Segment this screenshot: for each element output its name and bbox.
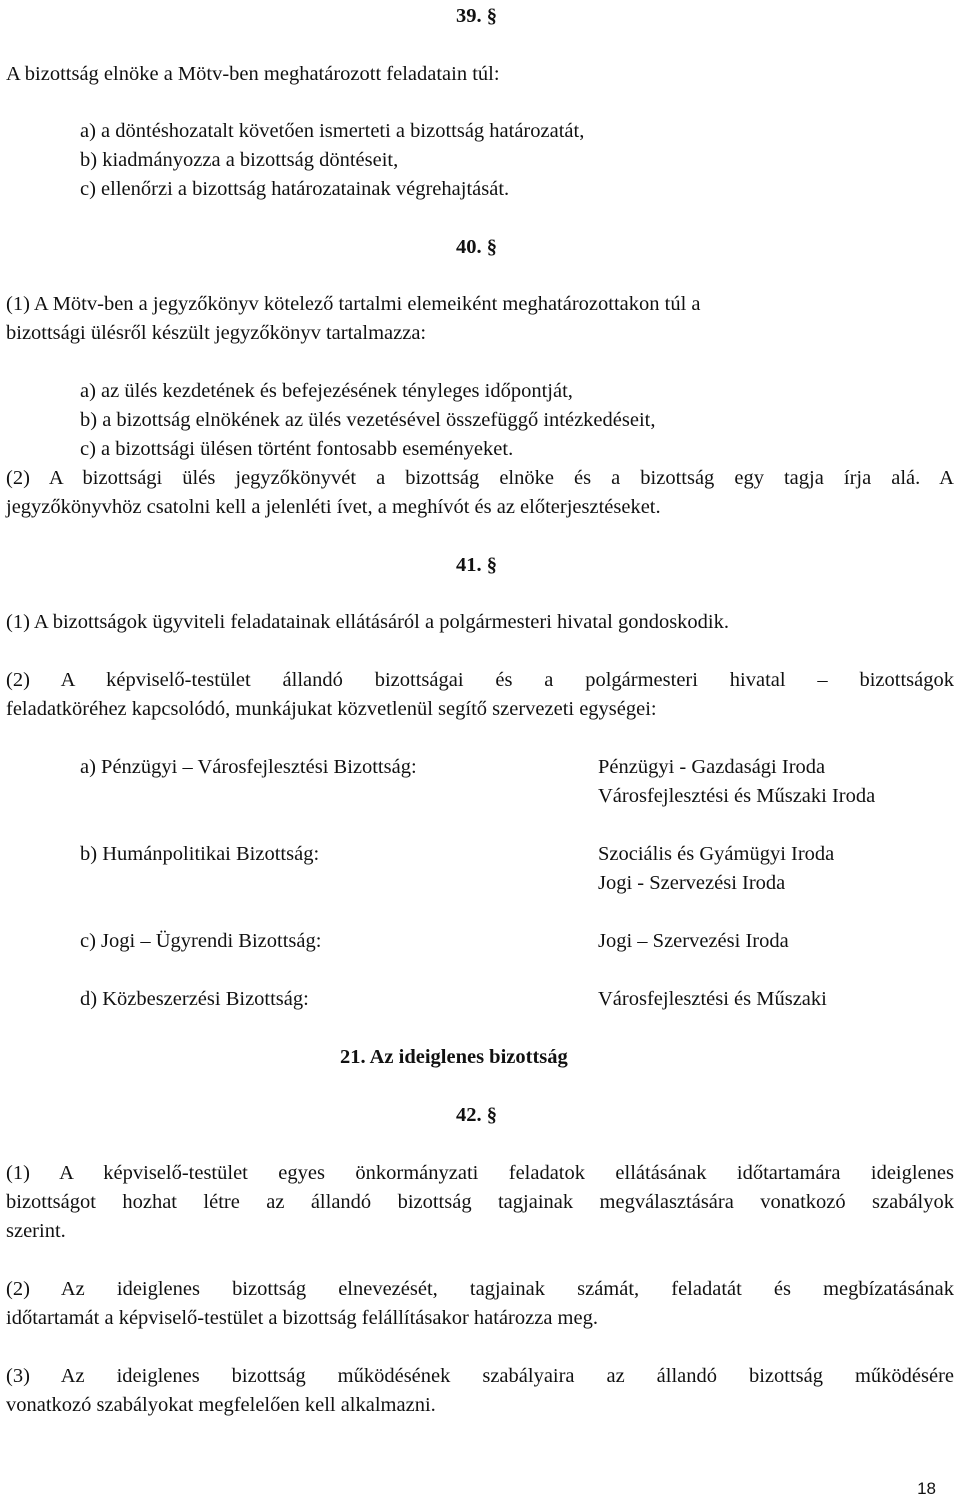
- section-42-paragraph-3: vonatkozó szabályokat megfelelően kell alkalmazni.: [6, 1394, 436, 1416]
- list-item: c) ellenőrzi a bizottság határozatainak végrehajtását.: [80, 178, 510, 200]
- page-number: 18: [917, 1479, 936, 1498]
- section-41-paragraph-2: feladatköréhez kapcsolódó, munkájukat közvetlenül segítő szervezeti egységei:: [6, 698, 657, 720]
- section-39-heading: 39. §: [456, 5, 497, 27]
- office-name: Városfejlesztési és Műszaki: [598, 988, 827, 1010]
- committee-name: c) Jogi – Ügyrendi Bizottság:: [80, 930, 322, 952]
- committee-name: b) Humánpolitikai Bizottság:: [80, 843, 320, 865]
- section-40-paragraph-2: (2) A bizottsági ülés jegyzőkönyvét a bizottság elnöke és a bizottság egy tagja írja alá. A: [6, 467, 954, 489]
- chapter-title: 21. Az ideiglenes bizottság: [340, 1046, 568, 1068]
- section-42-paragraph-2: (2) Az ideiglenes bizottság elnevezését, tagjainak számát, feladatát és megbízatásának: [6, 1278, 954, 1300]
- list-item: a) az ülés kezdetének és befejezésének tényleges időpontját,: [80, 380, 573, 402]
- office-name: Jogi - Szervezési Iroda: [598, 872, 786, 894]
- list-item: c) a bizottsági ülésen történt fontosabb eseményeket.: [80, 438, 514, 460]
- section-41-paragraph-2: (2) A képviselő-testület állandó bizottságai és a polgármesteri hivatal – bizottságok: [6, 669, 954, 691]
- section-40-paragraph-2: jegyzőkönyvhöz csatolni kell a jelenléti ívet, a meghívót és az előterjesztéseket.: [6, 496, 661, 518]
- office-name: Pénzügyi - Gazdasági Iroda: [598, 756, 826, 778]
- section-42-paragraph-3: (3) Az ideiglenes bizottság működésének szabályaira az állandó bizottság működésére: [6, 1365, 954, 1387]
- section-41-heading: 41. §: [456, 554, 497, 576]
- section-40-paragraph-1: (1) A Mötv-ben a jegyzőkönyv kötelező tartalmi elemeiként meghatározottakon túl a: [6, 293, 701, 315]
- list-item: b) kiadmányozza a bizottság döntéseit,: [80, 149, 399, 171]
- office-name: Szociális és Gyámügyi Iroda: [598, 843, 835, 865]
- section-42-paragraph-1: bizottságot hozhat létre az állandó bizottság tagjainak megválasztására vonatkozó szabályok: [6, 1191, 954, 1213]
- list-item: b) a bizottság elnökének az ülés vezetésével összefüggő intézkedéseit,: [80, 409, 656, 431]
- list-item: a) a döntéshozatalt követően ismerteti a bizottság határozatát,: [80, 120, 585, 142]
- section-41-paragraph-1: (1) A bizottságok ügyviteli feladatainak ellátásáról a polgármesteri hivatal gondoskodik.: [6, 611, 729, 633]
- committee-name: a) Pénzügyi – Városfejlesztési Bizottság:: [80, 756, 417, 778]
- section-42-paragraph-1: szerint.: [6, 1220, 66, 1242]
- section-42-paragraph-2: időtartamát a képviselő-testület a bizottság felállításakor határozza meg.: [6, 1307, 598, 1329]
- section-42-heading: 42. §: [456, 1104, 497, 1126]
- section-42-paragraph-1: (1) A képviselő-testület egyes önkormányzati feladatok ellátásának időtartamára ideiglenes: [6, 1162, 954, 1184]
- office-name: Városfejlesztési és Műszaki Iroda: [598, 785, 876, 807]
- section-40-heading: 40. §: [456, 236, 497, 258]
- office-name: Jogi – Szervezési Iroda: [598, 930, 789, 952]
- committee-name: d) Közbeszerzési Bizottság:: [80, 988, 309, 1010]
- section-40-paragraph-1: bizottsági ülésről készült jegyzőkönyv tartalmazza:: [6, 322, 427, 344]
- section-39-intro: A bizottság elnöke a Mötv-ben meghatározott feladatain túl:: [6, 63, 500, 85]
